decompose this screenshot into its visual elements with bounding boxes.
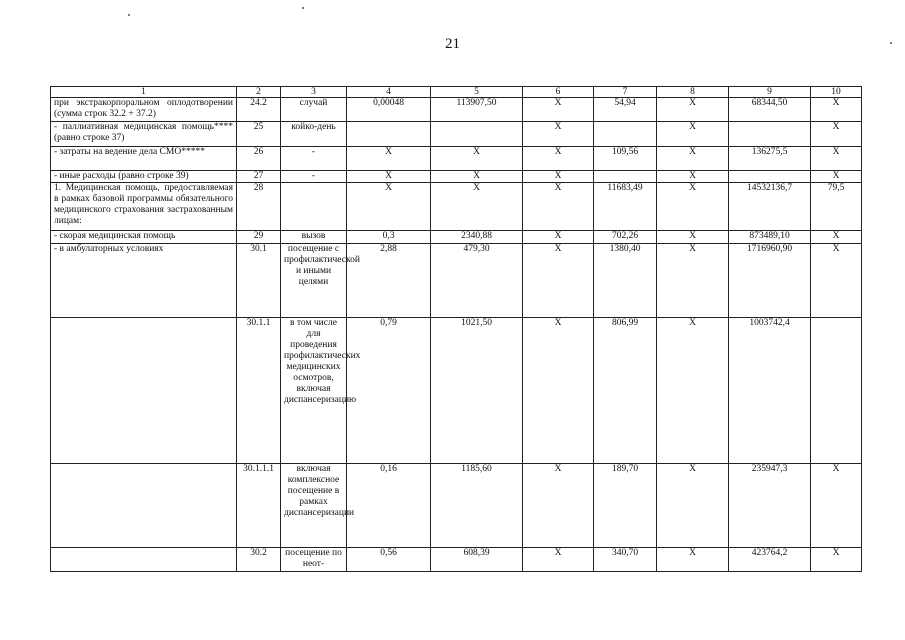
col-header: 7 (594, 87, 657, 98)
table-row (51, 464, 862, 548)
value-cell (729, 171, 811, 183)
row-code: 30.1.1 (237, 318, 281, 464)
funding-table (50, 86, 862, 572)
value-cell: 1185,60 (431, 464, 523, 548)
unit-cell: посещение по неот- (281, 548, 347, 572)
table-row (51, 231, 862, 244)
col-header: 10 (811, 87, 862, 98)
unit-cell: вызов (281, 231, 347, 244)
unit-cell: включая комплексное посещение в рамках диспансеризации (281, 464, 347, 548)
unit-cell: койко-день (281, 122, 347, 147)
value-cell: X (523, 548, 594, 572)
row-code: 26 (237, 147, 281, 171)
value-cell (347, 122, 431, 147)
row-code: 24.2 (237, 98, 281, 122)
value-cell (811, 318, 862, 464)
value-cell: X (523, 231, 594, 244)
col-header: 8 (657, 87, 729, 98)
value-cell: 79,5 (811, 183, 862, 231)
table-row (51, 244, 862, 318)
row-label (51, 548, 237, 572)
value-cell: 423764,2 (729, 548, 811, 572)
value-cell: X (657, 98, 729, 122)
table-row (51, 171, 862, 183)
value-cell: X (523, 98, 594, 122)
value-cell: 235947,3 (729, 464, 811, 548)
value-cell: X (523, 244, 594, 318)
value-cell: 0,16 (347, 464, 431, 548)
row-code: 30.2 (237, 548, 281, 572)
value-cell: X (523, 318, 594, 464)
value-cell: 109,56 (594, 147, 657, 171)
table-row (51, 548, 862, 572)
value-cell: X (657, 464, 729, 548)
value-cell: 0,56 (347, 548, 431, 572)
row-label (51, 464, 237, 548)
row-code: 28 (237, 183, 281, 231)
value-cell: X (523, 183, 594, 231)
value-cell: 11683,49 (594, 183, 657, 231)
row-label: - паллиативная медицинская помощь**** (равно строке 37) (51, 122, 237, 147)
value-cell: 2,88 (347, 244, 431, 318)
table-row (51, 147, 862, 171)
row-code: 30.1 (237, 244, 281, 318)
value-cell: X (431, 171, 523, 183)
value-cell: X (811, 231, 862, 244)
value-cell: X (657, 171, 729, 183)
col-header: 1 (51, 87, 237, 98)
value-cell: X (657, 147, 729, 171)
row-label: - затраты на ведение дела СМО***** (51, 147, 237, 171)
value-cell: 54,94 (594, 98, 657, 122)
table-row (51, 318, 862, 464)
col-header: 5 (431, 87, 523, 98)
value-cell: X (523, 171, 594, 183)
value-cell (729, 122, 811, 147)
row-label: 1. Медицинская помощь, предоставляемая в рамках базовой программы обязательного медицинского страхования застрахованным лицам: (51, 183, 237, 231)
value-cell: X (657, 244, 729, 318)
value-cell: X (657, 231, 729, 244)
page-number: 21 (445, 36, 460, 52)
value-cell: 0,3 (347, 231, 431, 244)
value-cell: 873489,10 (729, 231, 811, 244)
header-row (51, 87, 862, 98)
value-cell: X (811, 464, 862, 548)
value-cell: 1380,40 (594, 244, 657, 318)
value-cell: X (347, 171, 431, 183)
row-label: - иные расходы (равно строке 39) (51, 171, 237, 183)
row-label: - скорая медицинская помощь (51, 231, 237, 244)
unit-cell: в том числе для проведения профилактических медицинских осмотров, включая диспансеризацию (281, 318, 347, 464)
row-code: 27 (237, 171, 281, 183)
value-cell: 1003742,4 (729, 318, 811, 464)
unit-cell (281, 183, 347, 231)
row-label: при экстракорпоральном оплодотворении (сумма строк 32.2 + 37.2) (51, 98, 237, 122)
value-cell: X (657, 548, 729, 572)
value-cell: 340,70 (594, 548, 657, 572)
value-cell: X (657, 318, 729, 464)
value-cell: X (523, 147, 594, 171)
value-cell: X (811, 244, 862, 318)
row-code: 30.1.1.1 (237, 464, 281, 548)
value-cell: 68344,50 (729, 98, 811, 122)
value-cell: X (811, 98, 862, 122)
unit-cell: - (281, 147, 347, 171)
value-cell: X (347, 183, 431, 231)
value-cell: X (657, 183, 729, 231)
scan-speck (302, 7, 304, 9)
value-cell: 2340,88 (431, 231, 523, 244)
col-header: 6 (523, 87, 594, 98)
value-cell (594, 171, 657, 183)
value-cell: X (657, 122, 729, 147)
value-cell: X (811, 122, 862, 147)
value-cell: 479,30 (431, 244, 523, 318)
scan-speck (890, 42, 892, 44)
scan-speck (128, 14, 130, 16)
row-code: 25 (237, 122, 281, 147)
value-cell: 1021,50 (431, 318, 523, 464)
unit-cell: - (281, 171, 347, 183)
value-cell: 0,79 (347, 318, 431, 464)
value-cell: 702,26 (594, 231, 657, 244)
table-row (51, 98, 862, 122)
value-cell: X (431, 183, 523, 231)
row-code: 29 (237, 231, 281, 244)
value-cell: X (811, 147, 862, 171)
value-cell: 1716960,90 (729, 244, 811, 318)
col-header: 2 (237, 87, 281, 98)
row-label (51, 318, 237, 464)
table-row (51, 183, 862, 231)
value-cell: X (811, 171, 862, 183)
value-cell: X (431, 147, 523, 171)
row-label: - в амбулаторных условиях (51, 244, 237, 318)
value-cell: X (523, 464, 594, 548)
table-row (51, 122, 862, 147)
unit-cell: посещение с профилактической и иными целями (281, 244, 347, 318)
col-header: 4 (347, 87, 431, 98)
value-cell: 14532136,7 (729, 183, 811, 231)
value-cell: 189,70 (594, 464, 657, 548)
value-cell: 136275,5 (729, 147, 811, 171)
value-cell: 113907,50 (431, 98, 523, 122)
value-cell (594, 122, 657, 147)
unit-cell: случай (281, 98, 347, 122)
value-cell: X (811, 548, 862, 572)
value-cell: 806,99 (594, 318, 657, 464)
value-cell (431, 122, 523, 147)
value-cell: 608,39 (431, 548, 523, 572)
value-cell: X (523, 122, 594, 147)
value-cell: X (347, 147, 431, 171)
col-header: 9 (729, 87, 811, 98)
value-cell: 0,00048 (347, 98, 431, 122)
col-header: 3 (281, 87, 347, 98)
